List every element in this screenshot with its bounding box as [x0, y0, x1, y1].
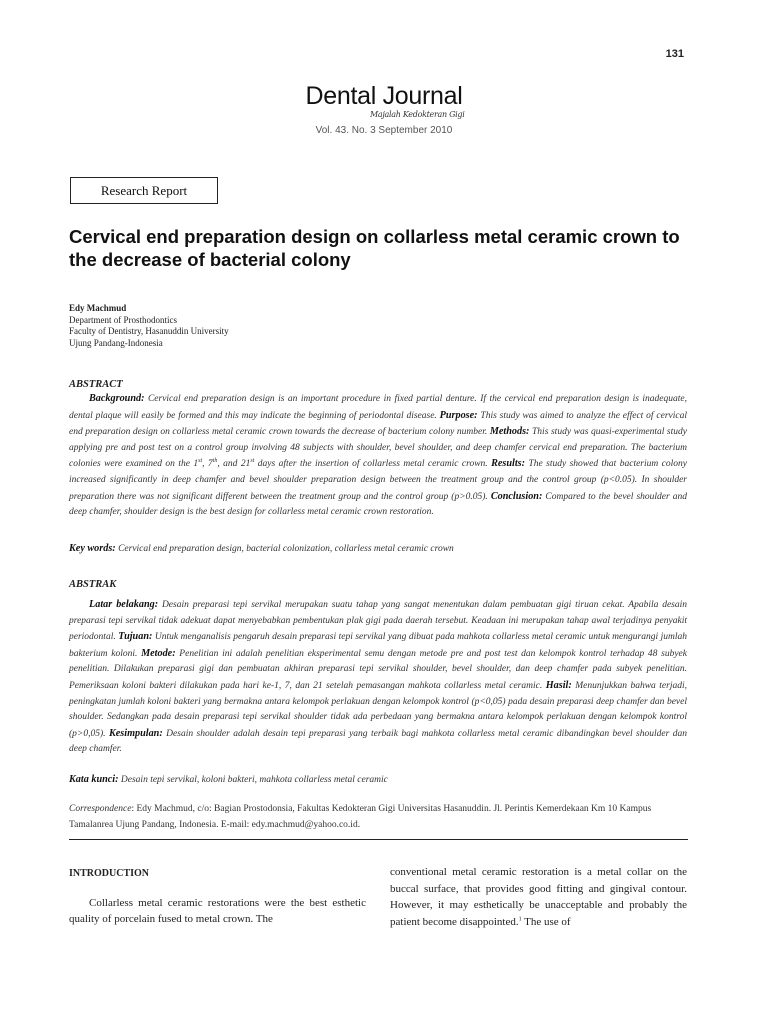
intro-column-right — [390, 864, 687, 930]
abstract-body — [69, 391, 687, 521]
abstract-label: Purpose: — [439, 409, 478, 421]
journal-name — [305, 82, 465, 119]
abstrak-label: Latar belakang: — [89, 599, 159, 610]
journal-volume: Vol. 43. No. 3 September 2010 — [315, 125, 453, 136]
article-title: Cervical end preparation design on collarless metal ceramic crown to the decrease of bacterial colony — [69, 226, 680, 270]
abstract-text: Cervical end preparation design is an important procedure in fixed partial denture. If the cervical end preparation design is inadequate, dental plaque will easily be formed and this may indicate the beginning of periodontal disease. — [69, 394, 687, 421]
abstrak-text: Desain preparasi tepi servikal merupakan suatu tahap yang sangat menentukan dalam pembuatan gigi tiruan cekat. Apabila desain preparasi tepi servikal tidak adekuat dapat menyebabkan pembentukan plak gigi pada daerah tersebut. Keadaan ini merupakan tahap awal terjadinya penyakit periodontal. — [69, 600, 688, 643]
journal-header — [0, 82, 768, 136]
abstrak-label: Tujuan: — [118, 631, 153, 643]
intro-paragraph: Collarless metal ceramic restorations were the best esthetic quality of porcelain fused to metal crown. The — [69, 896, 366, 925]
abstrak-label: Hasil: — [545, 679, 572, 691]
kata-kunci-text: Desain tepi servikal, koloni bakteri, mahkota collarless metal ceramic — [118, 775, 388, 785]
section-divider — [69, 839, 688, 840]
intro-paragraph-continued — [390, 864, 687, 930]
keywords-text: Cervical end preparation design, bacterial colonization, collarless metal ceramic crown — [115, 544, 454, 554]
author-affiliation: Faculty of Dentistry, Hasanuddin University — [69, 326, 229, 336]
abstract-label: Background: — [89, 393, 145, 404]
abstract-label: Methods: — [489, 426, 530, 438]
abstrak-text: Menunjukkan bahwa terjadi, peningkatan jumlah koloni bakteri yang bermakna antara kelompok perlakuan dengan kelompok kontrol (p<0,05) pada desain preparasi deep chamfer dan bevel shoulder. Sedangkan pada desain preparasi tepi servikal shoulder tidak ada perbedaan yang bermakna antara kelompok perlakuan dengan kelompok kontrol (p>0,05). — [69, 680, 687, 739]
abstrak-heading: ABSTRAK — [69, 579, 117, 590]
intro-column-left — [69, 866, 366, 928]
page-number: 131 — [665, 48, 684, 60]
abstract-text: The study showed that bacterium colony increased significantly in deep chamfer and bevel shoulder preparation design between the treatment group and the control group (p<0.05). In shoulder preparation there was not significant different between the treatment group and the control group (p>0.05). — [69, 459, 687, 502]
abstract-heading: ABSTRACT — [69, 379, 123, 390]
abstrak-text: Penelitian ini adalah penelitian eksperimental semu dengan metode pre and post test dan kelompok kontrol terhadap 48 subyek penelitian. Dilakukan preparasi gigi dan pembuatan akhiran preparasi tepi servikal shoulder, bevel shoulder, dan deep chamfer pada subyek penelitian. Pemeriksaan koloni bakteri dilakukan pada hari ke-1, 7, dan 21 setelah pemasangan mahkota collarless metal ceramic. — [69, 648, 687, 691]
article-type-label: Research Report — [70, 177, 218, 204]
introduction-heading: INTRODUCTION — [69, 868, 150, 879]
journal-title: Dental Journal — [305, 82, 463, 110]
intro-text: The use of — [521, 915, 571, 928]
abstrak-body — [69, 597, 687, 758]
abstract-text: This study was aimed to analyze the effect of cervical end preparation design on collarless metal ceramic crown towards the decrease of bacterium colony number. — [69, 410, 687, 438]
kata-kunci — [69, 774, 689, 785]
reference-marker: 1 — [518, 915, 522, 922]
intro-text: conventional metal ceramic restoration is a metal collar on the buccal surface, that provides good fitting and gingival contour. However, it may esthetically be unacceptable and probably the patient become disappointed. — [390, 866, 687, 928]
abstract-text: Compared to the bevel shoulder and deep chamfer, shoulder design is the best design for collarless metal ceramic crown restoration. — [69, 491, 688, 518]
abstract-text: This study was quasi-experimental study applying pre and post test on a control group involving 48 subjects with shoulder, bevel shoulder, and deep chamfer cervical end preparation. The bacterium colonies were examined on the 1st, 7th, and 21st days after the insertion of collarless metal ceramic crown. — [69, 427, 687, 470]
abstrak-label: Metode: — [141, 647, 176, 659]
kata-kunci-label: Kata kunci: — [69, 774, 119, 785]
abstract-label: Conclusion: — [490, 490, 543, 502]
journal-subtitle: Majalah Kedokteran Gigi — [370, 110, 465, 119]
keywords — [69, 543, 689, 554]
abstrak-text: Untuk menganalisis pengaruh desain preparasi tepi servikal yang dibuat pada mahkota collarless metal ceramic untuk mengurangi jumlah bakterium koloni. — [69, 632, 687, 659]
author-affiliation: Department of Prosthodontics — [69, 314, 177, 325]
abstrak-label: Kesimpulan: — [108, 727, 163, 739]
abstrak-text: Desain shoulder adalah desain tepi preparasi yang terbaik bagi mahkota collarless metal ceramic dibandingkan bevel shoulder dan deep chamfer. — [69, 728, 687, 755]
abstract-label: Results: — [491, 458, 526, 470]
author-affiliation: Ujung Pandang-Indonesia — [69, 337, 163, 348]
author-block — [69, 303, 229, 349]
correspondence-label: Correspondence — [69, 804, 132, 814]
correspondence-text: : Edy Machmud, c/o: Bagian Prostodonsia, Fakultas Kedokteran Gigi Universitas Hasanuddin. Jl. Perintis Kemerdekaan Km 10 Kampus Tamalanrea Ujung Pandang, Indonesia. E-mail: edy.machmud@yahoo.co.id. — [69, 804, 652, 830]
author-name: Edy Machmud — [69, 303, 127, 313]
correspondence — [69, 801, 689, 833]
keywords-label: Key words: — [69, 543, 116, 554]
